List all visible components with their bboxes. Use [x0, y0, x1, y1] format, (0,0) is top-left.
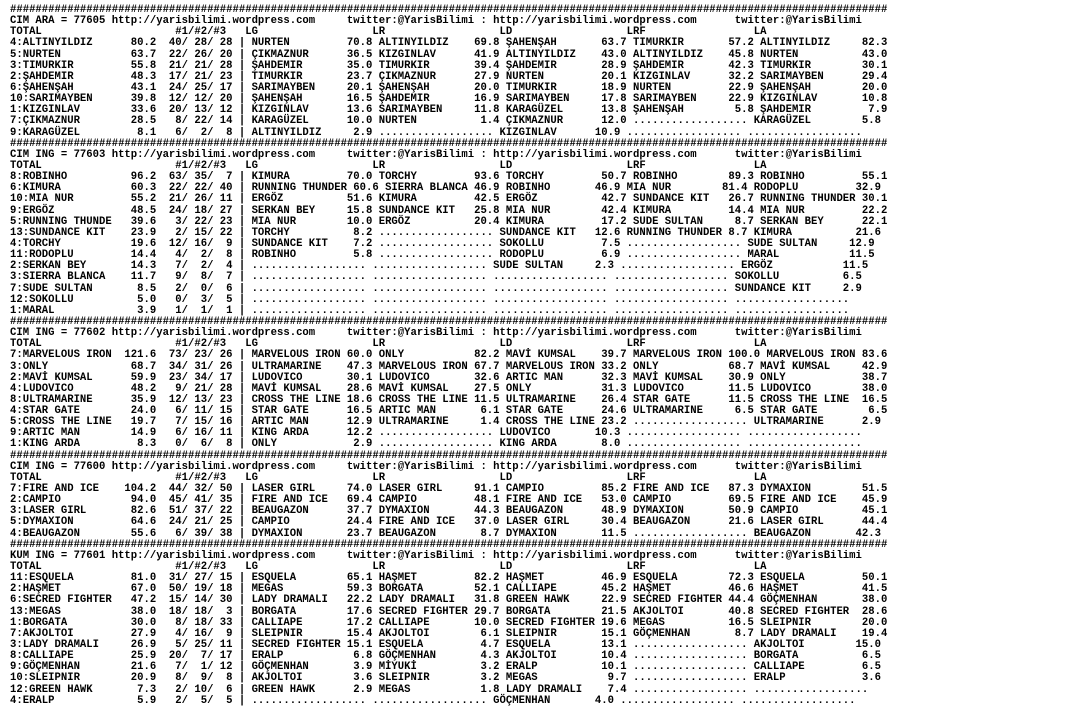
- column-header-line: TOTAL #1/#2/#3 LG LR LD LRF LA: [10, 338, 767, 351]
- result-row: 7:AKJOLTOI 27.9 4/ 16/ 9 | SLEIPNIR 15.4 AKJOLTOI 6.1 SLEIPNIR 15.1 GÖÇMENHAN 8.7 LADY DRAMALI 19.4: [10, 627, 888, 640]
- result-row: 4:TORCHY 19.6 12/ 16/ 9 | SUNDANCE KIT 7.2 .................. SOKOLLU 7.5 .................. SUDE SULTAN 12.9: [10, 237, 875, 250]
- race-header-line: CIM ARA = 77605 http://yarisbilimi.wordpress.com twitter:@YarisBilimi : http://yarisbilimi.wordpress.com twitter:@YarisBilimi: [10, 15, 862, 28]
- separator-line: ##########################################################################################################################################: [10, 137, 888, 150]
- result-row: 9:ERGÖZ 48.5 24/ 18/ 27 | SERKAN BEY 15.8 SUNDANCE KIT 25.8 MIA NUR 42.4 KIMURA 14.4 MIA NUR 22.2: [10, 204, 888, 217]
- result-row: 6:SECRED FIGHTER 47.2 15/ 14/ 30 | LADY DRAMALI 22.2 LADY DRAMALI 31.8 GREEN HAWK 22.9 SECRED FIGHTER 44.4 GÖÇMENHAN 38.0: [10, 594, 888, 607]
- separator-line: ##########################################################################################################################################: [10, 449, 888, 462]
- result-row: 2:SERKAN BEY 14.3 7/ 2/ 4 | .................. .................. SUDE SULTAN 2.3 .................. ERGÖZ 11.5: [10, 260, 869, 273]
- result-row: 4:ERALP 5.9 2/ 5/ 5 | .................. .................. GÖÇMENHAN 4.0 .................. ..................: [10, 694, 856, 707]
- result-row: 9:GÖÇMENHAN 21.6 7/ 1/ 12 | GÖÇMENHAN 3.9 MİYUKİ 3.2 ERALP 10.1 .................. CALLIAPE 6.5: [10, 661, 881, 674]
- race-header-line: CIM ING = 77600 http://yarisbilimi.wordpress.com twitter:@YarisBilimi : http://yarisbilimi.wordpress.com twitter:@YarisBilimi: [10, 460, 862, 473]
- result-row: 13:MEGAS 38.0 18/ 18/ 3 | BORGATA 17.6 SECRED FIGHTER 29.7 BORGATA 21.5 AKJOLTOI 40.8 SECRED FIGHTER 28.6: [10, 605, 888, 618]
- result-row: 5:NURTEN 63.7 22/ 26/ 20 | ÇIKMAZNUR 36.5 KIZGINLAV 41.9 ALTINYILDIZ 43.0 ALTINYILDIZ 45.8 NURTEN 43.0: [10, 48, 888, 61]
- result-row: 2:ŞAHDEMIR 48.3 17/ 21/ 23 | TIMURKIR 23.7 ÇIKMAZNUR 27.9 NURTEN 20.1 KIZGINLAV 32.2 SARIMAYBEN 29.4: [10, 70, 888, 83]
- result-row: 5:RUNNING THUNDE 39.6 3/ 22/ 23 | MIA NUR 10.0 ERGÖZ 20.4 KIMURA 17.2 SUDE SULTAN 8.7 SERKAN BEY 22.1: [10, 215, 888, 228]
- result-row: 9:ARTIC MAN 14.9 6/ 16/ 11 | KING ARDA 12.2 .................. LUDOVICO 10.3 .................. ..................: [10, 427, 862, 440]
- result-row: 10:SLEIPNIR 20.9 8/ 9/ 8 | AKJOLTOI 3.6 SLEIPNIR 3.2 MEGAS 9.7 .................. ERALP 3.6: [10, 672, 881, 685]
- column-header-line: TOTAL #1/#2/#3 LG LR LD LRF LA: [10, 26, 767, 39]
- separator-line: ##########################################################################################################################################: [10, 538, 888, 551]
- result-row: 10:MIA NUR 55.2 21/ 26/ 11 | ERGÖZ 51.6 KIMURA 42.5 ERGÖZ 42.7 SUNDANCE KIT 26.7 RUNNING THUNDER 30.1: [10, 193, 888, 206]
- result-row: 8:CALLIAPE 25.9 20/ 7/ 17 | ERALP 6.8 GÖÇMENHAN 4.3 AKJOLTOI 10.4 .................. BORGATA 6.5: [10, 650, 881, 663]
- result-row: 10:SARIMAYBEN 39.8 12/ 12/ 20 | ŞAHENŞAH 16.5 ŞAHDEMIR 16.9 SARIMAYBEN 17.8 SARIMAYBEN 22.9 KIZGINLAV 10.8: [10, 93, 888, 106]
- result-row: 5:DYMAXION 64.6 24/ 21/ 25 | CAMPIO 24.4 FIRE AND ICE 37.0 LASER GIRL 30.4 BEAUGAZON 21.6 LASER GIRL 44.4: [10, 516, 888, 529]
- result-row: 11:RODOPLU 14.4 4/ 2/ 8 | ROBINHO 5.8 .................. RODOPLU 6.9 .................. MARAL 11.5: [10, 249, 875, 262]
- result-row: 8:ROBINHO 96.2 63/ 35/ 7 | KIMURA 70.0 TORCHY 93.6 TORCHY 50.7 ROBINHO 89.3 ROBINHO 55.1: [10, 171, 888, 184]
- result-row: 12:SOKOLLU 5.0 0/ 3/ 5 | .................. .................. .................. .................. ..................: [10, 293, 850, 306]
- result-row: 2:CAMPIO 94.0 45/ 41/ 35 | FIRE AND ICE 69.4 CAMPIO 48.1 FIRE AND ICE 53.0 CAMPIO 69.5 FIRE AND ICE 45.9: [10, 494, 888, 507]
- result-row: 5:CROSS THE LINE 19.7 7/ 15/ 16 | ARTIC MAN 12.9 ULTRAMARINE 1.4 CROSS THE LINE 23.2 .................. ULTRAMARINE 2.9: [10, 416, 881, 429]
- result-row: 2:MAVİ KUMSAL 59.9 23/ 34/ 17 | LUDOVICO 30.1 LUDOVICO 32.6 ARTIC MAN 32.3 MAVİ KUMSAL 30.9 ONLY 38.7: [10, 371, 888, 384]
- column-header-line: TOTAL #1/#2/#3 LG LR LD LRF LA: [10, 561, 767, 574]
- result-row: 8:ULTRAMARINE 35.9 12/ 13/ 23 | CROSS THE LINE 18.6 CROSS THE LINE 11.5 ULTRAMARINE 26.4 STAR GATE 11.5 CROSS THE LINE 16.5: [10, 393, 888, 406]
- race-header-line: KUM ING = 77601 http://yarisbilimi.wordpress.com twitter:@YarisBilimi : http://yarisbilimi.wordpress.com twitter:@YarisBilimi: [10, 549, 862, 562]
- result-row: 3:LASER GIRL 82.6 51/ 37/ 22 | BEAUGAZON 37.7 DYMAXION 44.3 BEAUGAZON 48.9 DYMAXION 50.9 CAMPIO 45.1: [10, 505, 888, 518]
- result-row: 2:HAŞMET 67.0 50/ 19/ 18 | MEGAS 59.3 BORGATA 52.1 CALLIAPE 45.2 HAŞMET 46.6 HAŞMET 41.5: [10, 583, 888, 596]
- result-row: 4:LUDOVICO 48.2 9/ 21/ 28 | MAVİ KUMSAL 28.6 MAVİ KUMSAL 27.5 ONLY 31.3 LUDOVICO 11.5 LUDOVICO 38.0: [10, 382, 888, 395]
- result-row: 1:BORGATA 30.0 8/ 18/ 33 | CALLIAPE 17.2 CALLIAPE 10.0 SECRED FIGHTER 19.6 MEGAS 16.5 SLEIPNIR 20.0: [10, 616, 888, 629]
- result-row: 3:TIMURKIR 55.8 21/ 21/ 28 | ŞAHDEMIR 35.0 TIMURKIR 39.4 ŞAHDEMIR 28.9 ŞAHDEMIR 42.3 TIMURKIR 30.1: [10, 59, 888, 72]
- result-row: 7:ÇIKMAZNUR 28.5 8/ 22/ 14 | KARAGÜZEL 10.0 NURTEN 1.4 ÇIKMAZNUR 12.0 .................. KARAGÜZEL 5.8: [10, 115, 881, 128]
- column-header-line: TOTAL #1/#2/#3 LG LR LD LRF LA: [10, 159, 767, 172]
- separator-line: ##########################################################################################################################################: [10, 4, 888, 16]
- race-header-line: CIM ING = 77602 http://yarisbilimi.wordpress.com twitter:@YarisBilimi : http://yarisbilimi.wordpress.com twitter:@YarisBilimi: [10, 327, 862, 340]
- race-header-line: CIM ING = 77603 http://yarisbilimi.wordpress.com twitter:@YarisBilimi : http://yarisbilimi.wordpress.com twitter:@YarisBilimi: [10, 148, 862, 161]
- result-row: 7:FIRE AND ICE 104.2 44/ 32/ 50 | LASER GIRL 74.0 LASER GIRL 91.1 CAMPIO 85.2 FIRE AND ICE 87.3 DYMAXION 51.5: [10, 483, 888, 496]
- result-row: 4:BEAUGAZON 55.6 6/ 39/ 38 | DYMAXION 23.7 BEAUGAZON 8.7 DYMAXION 11.5 .................. BEAUGAZON 42.3: [10, 527, 881, 540]
- result-row: 11:ESQUELA 81.0 31/ 27/ 15 | ESQUELA 65.1 HAŞMET 82.2 HAŞMET 46.9 ESQUELA 72.3 ESQUELA 50.1: [10, 572, 888, 585]
- result-row: 1:KIZGINLAV 33.6 20/ 13/ 12 | KIZGINLAV 13.6 SARIMAYBEN 11.8 KARAGÜZEL 13.8 ŞAHENŞAH 5.8 ŞAHDEMIR 7.9: [10, 104, 888, 117]
- result-row: 1:MARAL 3.9 1/ 1/ 1 | .................. .................. .................. .................. ..................: [10, 304, 850, 317]
- column-header-line: TOTAL #1/#2/#3 LG LR LD LRF LA: [10, 471, 767, 484]
- result-row: 4:STAR GATE 24.0 6/ 11/ 15 | STAR GATE 16.5 ARTIC MAN 6.1 STAR GATE 24.6 ULTRAMARINE 6.5 STAR GATE 6.5: [10, 405, 888, 418]
- result-row: 1:KING ARDA 8.3 0/ 6/ 8 | ONLY 2.9 .................. KING ARDA 8.0 .................. ..................: [10, 438, 862, 451]
- result-row: 3:LADY DRAMALI 26.9 5/ 25/ 11 | SECRED FIGHTER 15.1 ESQUELA 4.7 ESQUELA 13.1 .................. AKJOLTOI 15.0: [10, 639, 881, 652]
- result-row: 7:MARVELOUS IRON 121.6 73/ 23/ 26 | MARVELOUS IRON 60.0 ONLY 82.2 MAVİ KUMSAL 39.7 MARVELOUS IRON 100.0 MARVELOUS IRON 83.6: [10, 349, 888, 362]
- result-row: 13:SUNDANCE KIT 23.9 2/ 15/ 22 | TORCHY 8.2 .................. SUNDANCE KIT 12.6 RUNNING THUNDER 8.7 KIMURA 21.6: [10, 226, 881, 239]
- result-row: 6:ŞAHENŞAH 43.1 24/ 25/ 17 | SARIMAYBEN 20.1 ŞAHENŞAH 20.0 TIMURKIR 18.9 NURTEN 22.9 ŞAHENŞAH 20.0: [10, 81, 888, 94]
- result-row: 6:KIMURA 60.3 22/ 22/ 40 | RUNNING THUNDER 60.6 SIERRA BLANCA 46.9 ROBINHO 46.9 MIA NUR 81.4 RODOPLU 32.9: [10, 182, 881, 195]
- result-row: 9:KARAGÜZEL 8.1 6/ 2/ 8 | ALTINYILDIZ 2.9 .................. KIZGINLAV 10.9 .................. ..................: [10, 126, 862, 139]
- separator-line: ##########################################################################################################################################: [10, 315, 888, 328]
- result-row: 4:ALTINYILDIZ 80.2 40/ 28/ 28 | NURTEN 70.8 ALTINYILDIZ 69.8 ŞAHENŞAH 63.7 TIMURKIR 57.2 ALTINYILDIZ 82.3: [10, 37, 888, 50]
- result-row: 3:SIERRA BLANCA 11.7 9/ 8/ 7 | .................. .................. .................. .................. SOKOLLU 6.5: [10, 271, 862, 284]
- result-row: 7:SUDE SULTAN 8.5 2/ 0/ 6 | .................. .................. .................. .................. SUNDANCE KIT 2.9: [10, 282, 862, 295]
- result-row: 12:GREEN HAWK 7.3 2/ 10/ 6 | GREEN HAWK 2.9 MEGAS 1.8 LADY DRAMALI 7.4 .................. ..................: [10, 683, 869, 696]
- result-row: 3:ONLY 68.7 34/ 31/ 26 | ULTRAMARINE 47.3 MARVELOUS IRON 67.7 MARVELOUS IRON 33.2 ONLY 68.7 MAVİ KUMSAL 42.9: [10, 360, 888, 373]
